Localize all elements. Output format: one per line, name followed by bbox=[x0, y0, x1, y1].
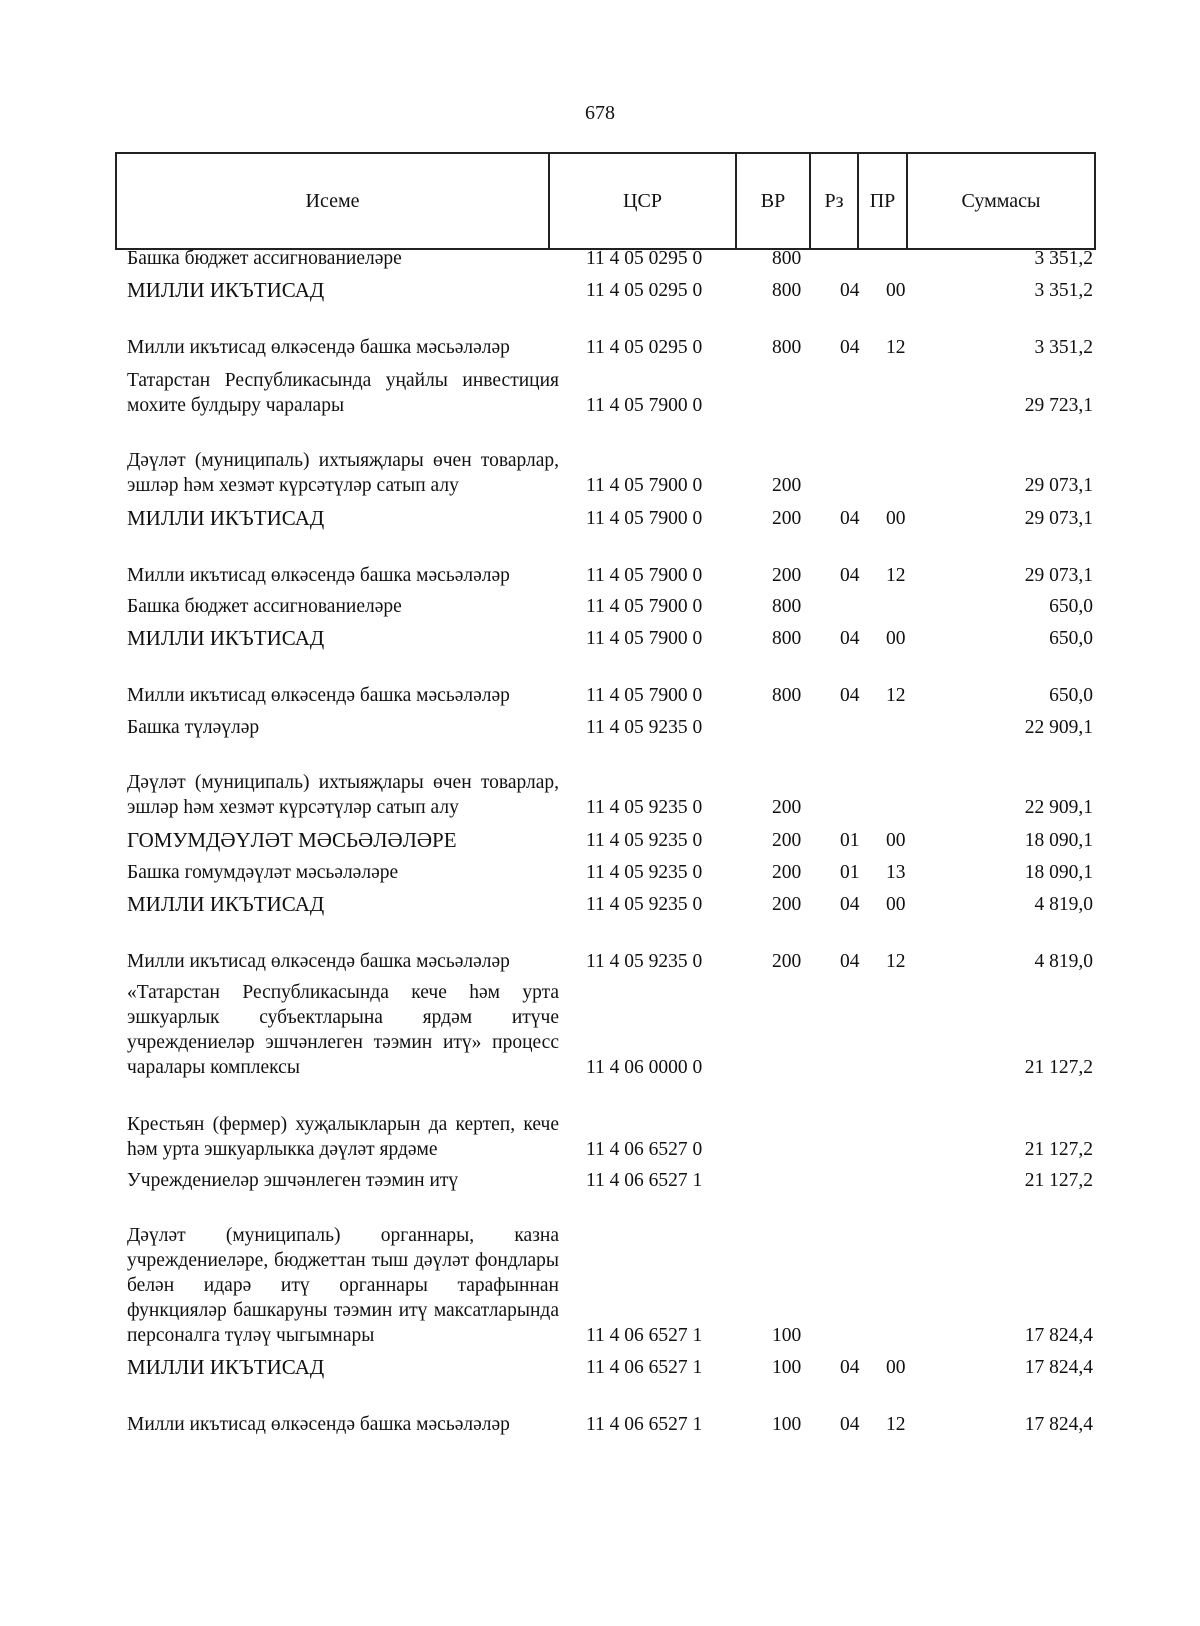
row-rz: 04 bbox=[840, 628, 860, 649]
row-name: Крестьян (фермер) хуҗалыкларын да кертеп, кече һәм урта эшкуарлыкка дәүләт ярдәме bbox=[127, 1114, 559, 1160]
row-sum: 29 073,1 bbox=[1024, 565, 1093, 586]
row-pr: 12 bbox=[886, 951, 906, 972]
row-sum: 650,0 bbox=[1049, 685, 1093, 706]
row-name: Учреждениеләр эшчәнлеген тәэмин итү bbox=[127, 1170, 459, 1191]
table-row bbox=[0, 500, 1200, 533]
row-csr: 11 4 05 0295 0 bbox=[586, 280, 703, 301]
row-vr: 800 bbox=[772, 628, 802, 649]
row-name: Милли икътисад өлкәсендә башка мәсьәләләр bbox=[127, 565, 510, 586]
row-vr: 100 bbox=[772, 1325, 802, 1346]
table-row bbox=[0, 1195, 1200, 1350]
table-row bbox=[0, 621, 1200, 653]
row-csr: 11 4 06 0000 0 bbox=[586, 1057, 703, 1078]
header-name: Исеме bbox=[116, 153, 549, 249]
row-csr: 11 4 05 7900 0 bbox=[586, 628, 703, 649]
row-csr: 11 4 05 9235 0 bbox=[586, 951, 703, 972]
row-csr: 11 4 05 7900 0 bbox=[586, 596, 703, 617]
row-name: Башка бюджет ассигнованиеләре bbox=[127, 248, 402, 269]
row-sum: 17 824,4 bbox=[1024, 1414, 1093, 1435]
row-vr: 800 bbox=[772, 280, 802, 301]
row-csr: 11 4 06 6527 0 bbox=[586, 1139, 703, 1160]
row-vr: 200 bbox=[772, 565, 802, 586]
row-csr: 11 4 05 7900 0 bbox=[586, 475, 703, 496]
row-csr: 11 4 05 7900 0 bbox=[586, 565, 703, 586]
row-name: Милли икътисад өлкәсендә башка мәсьәләләр bbox=[127, 951, 510, 972]
row-name: «Татарстан Республикасында кече һәм урта эшкуарлык субъектларына ярдәм итүче учреждениеләр эшчәнлеген тәэмин итү» процесс чаралары комплексы bbox=[127, 982, 559, 1078]
row-csr: 11 4 05 0295 0 bbox=[586, 248, 703, 269]
row-csr: 11 4 06 6527 1 bbox=[586, 1414, 703, 1435]
row-sum: 17 824,4 bbox=[1024, 1357, 1093, 1378]
table-row bbox=[0, 250, 1200, 273]
table-row bbox=[0, 1164, 1200, 1195]
table-row bbox=[0, 420, 1200, 500]
row-pr: 12 bbox=[886, 685, 906, 706]
row-vr: 200 bbox=[772, 862, 802, 883]
row-csr: 11 4 05 0295 0 bbox=[586, 337, 703, 358]
row-name: Башка бюджет ассигнованиеләре bbox=[127, 596, 402, 617]
row-name: Милли икътисад өлкәсендә башка мәсьәләләр bbox=[127, 337, 510, 358]
row-pr: 00 bbox=[886, 894, 906, 915]
header-vr: ВР bbox=[736, 153, 810, 249]
row-sum: 3 351,2 bbox=[1034, 337, 1093, 358]
page-number: 678 bbox=[585, 102, 615, 124]
table-row bbox=[0, 976, 1200, 1082]
row-name: Дәүләт (муниципаль) ихтыяҗлары өчен товарлар, эшләр һәм хезмәт күрсәтүләр сатып алу bbox=[127, 450, 559, 496]
row-rz: 04 bbox=[840, 951, 860, 972]
header-sum: Суммасы bbox=[907, 153, 1095, 249]
table-row bbox=[0, 533, 1200, 590]
header-csr: ЦСР bbox=[549, 153, 736, 249]
row-pr: 00 bbox=[886, 830, 906, 851]
row-name: ГОМУМДӘҮЛӘТ МӘСЬӘЛӘЛӘРЕ bbox=[127, 828, 457, 852]
table-body bbox=[0, 250, 1200, 1439]
row-csr: 11 4 05 7900 0 bbox=[586, 685, 703, 706]
row-name: Дәүләт (муниципаль) органнары, казна учреждениеләре, бюджеттан тыш дәүләт фондлары белән идарә итү органнары тарафыннан функцияләр башкаруны тәэмин итү максатларында персоналга түләү чыгымнары bbox=[127, 1225, 559, 1346]
header-pr: ПР bbox=[858, 153, 907, 249]
row-name: Башка гомумдәүләт мәсьәләләре bbox=[127, 862, 399, 883]
row-sum: 650,0 bbox=[1049, 628, 1093, 649]
row-sum: 4 819,0 bbox=[1034, 951, 1093, 972]
row-sum: 4 819,0 bbox=[1034, 894, 1093, 915]
row-name: МИЛЛИ ИКЪТИСАД bbox=[127, 892, 325, 916]
table-row bbox=[0, 1082, 1200, 1164]
row-csr: 11 4 05 9235 0 bbox=[586, 862, 703, 883]
row-name: Милли икътисад өлкәсендә башка мәсьәләләр bbox=[127, 685, 510, 706]
row-name: МИЛЛИ ИКЪТИСАД bbox=[127, 1355, 325, 1379]
row-sum: 650,0 bbox=[1049, 596, 1093, 617]
table-row bbox=[0, 1350, 1200, 1382]
row-vr: 200 bbox=[772, 951, 802, 972]
table-row bbox=[0, 590, 1200, 621]
row-sum: 29 073,1 bbox=[1024, 508, 1093, 529]
row-rz: 04 bbox=[840, 1357, 860, 1378]
row-rz: 04 bbox=[840, 508, 860, 529]
row-csr: 11 4 06 6527 1 bbox=[586, 1170, 703, 1191]
table-header bbox=[115, 152, 1096, 250]
row-sum: 29 723,1 bbox=[1024, 395, 1093, 416]
table-row bbox=[0, 855, 1200, 887]
row-csr: 11 4 05 7900 0 bbox=[586, 508, 703, 529]
row-pr: 12 bbox=[886, 1414, 906, 1435]
row-pr: 00 bbox=[886, 280, 906, 301]
row-pr: 00 bbox=[886, 1357, 906, 1378]
row-csr: 11 4 05 9235 0 bbox=[586, 717, 703, 738]
table-row bbox=[0, 362, 1200, 420]
row-csr: 11 4 06 6527 1 bbox=[586, 1325, 703, 1346]
row-rz: 01 bbox=[840, 830, 860, 851]
table-row bbox=[0, 822, 1200, 855]
row-rz: 04 bbox=[840, 894, 860, 915]
row-name: МИЛЛИ ИКЪТИСАД bbox=[127, 626, 325, 650]
row-csr: 11 4 06 6527 1 bbox=[586, 1357, 703, 1378]
row-csr: 11 4 05 9235 0 bbox=[586, 797, 703, 818]
row-pr: 12 bbox=[886, 337, 906, 358]
row-name: МИЛЛИ ИКЪТИСАД bbox=[127, 506, 325, 530]
row-vr: 800 bbox=[772, 685, 802, 706]
row-name: МИЛЛИ ИКЪТИСАД bbox=[127, 278, 325, 302]
table-row bbox=[0, 887, 1200, 919]
row-sum: 22 909,1 bbox=[1024, 797, 1093, 818]
row-pr: 00 bbox=[886, 508, 906, 529]
row-vr: 100 bbox=[772, 1357, 802, 1378]
row-sum: 21 127,2 bbox=[1024, 1139, 1093, 1160]
row-pr: 12 bbox=[886, 565, 906, 586]
row-name: Дәүләт (муниципаль) ихтыяҗлары өчен товарлар, эшләр һәм хезмәт күрсәтүләр сатып алу bbox=[127, 772, 559, 818]
row-pr: 00 bbox=[886, 628, 906, 649]
table-row bbox=[0, 710, 1200, 742]
row-vr: 200 bbox=[772, 475, 802, 496]
row-sum: 21 127,2 bbox=[1024, 1170, 1093, 1191]
row-sum: 3 351,2 bbox=[1034, 280, 1093, 301]
row-csr: 11 4 05 7900 0 bbox=[586, 395, 703, 416]
header-rz: Рз bbox=[810, 153, 858, 249]
table-row bbox=[0, 653, 1200, 710]
table-row bbox=[0, 305, 1200, 362]
row-pr: 13 bbox=[886, 862, 906, 883]
row-vr: 200 bbox=[772, 830, 802, 851]
row-rz: 04 bbox=[840, 685, 860, 706]
row-name: Башка түләүләр bbox=[127, 717, 260, 738]
row-name: Милли икътисад өлкәсендә башка мәсьәләләр bbox=[127, 1414, 510, 1435]
row-sum: 22 909,1 bbox=[1024, 717, 1093, 738]
row-sum: 18 090,1 bbox=[1024, 862, 1093, 883]
row-csr: 11 4 05 9235 0 bbox=[586, 830, 703, 851]
row-vr: 800 bbox=[772, 337, 802, 358]
row-vr: 200 bbox=[772, 797, 802, 818]
row-sum: 17 824,4 bbox=[1024, 1325, 1093, 1346]
row-rz: 04 bbox=[840, 337, 860, 358]
row-sum: 21 127,2 bbox=[1024, 1057, 1093, 1078]
row-vr: 100 bbox=[772, 1414, 802, 1435]
row-rz: 01 bbox=[840, 862, 860, 883]
table-row bbox=[0, 1382, 1200, 1439]
row-rz: 04 bbox=[840, 280, 860, 301]
row-sum: 3 351,2 bbox=[1034, 248, 1093, 269]
table-row bbox=[0, 919, 1200, 976]
row-csr: 11 4 05 9235 0 bbox=[586, 894, 703, 915]
row-rz: 04 bbox=[840, 565, 860, 586]
row-vr: 800 bbox=[772, 596, 802, 617]
row-sum: 29 073,1 bbox=[1024, 475, 1093, 496]
row-vr: 800 bbox=[772, 248, 802, 269]
row-rz: 04 bbox=[840, 1414, 860, 1435]
row-vr: 200 bbox=[772, 508, 802, 529]
row-name: Татарстан Республикасында уңайлы инвестиция мохите булдыру чаралары bbox=[127, 370, 559, 416]
table-row bbox=[0, 273, 1200, 305]
table-row bbox=[0, 742, 1200, 822]
row-vr: 200 bbox=[772, 894, 802, 915]
row-sum: 18 090,1 bbox=[1024, 830, 1093, 851]
